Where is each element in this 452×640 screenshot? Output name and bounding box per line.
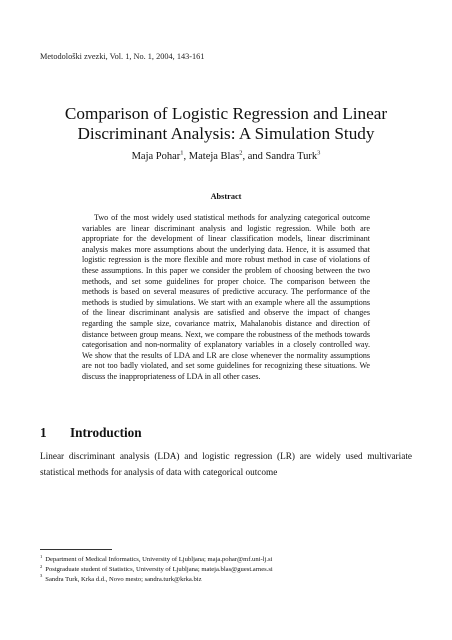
footnote-text: Sandra Turk, Krka d.d., Novo mesto; sandra.turk@krka.biz — [45, 575, 202, 583]
author-2-footnote-mark: 2 — [239, 149, 243, 157]
footnote — [40, 555, 420, 565]
section-heading — [40, 425, 142, 441]
footnote-mark: 1 — [40, 553, 43, 559]
body-paragraph: Linear discriminant analysis (LDA) and logistic regression (LR) are widely used multivariate statistical methods for analysis of data with categorical outcome — [40, 452, 412, 478]
author-1: Maja Pohar — [131, 151, 181, 162]
footnote — [40, 575, 420, 585]
author-separator: , and — [242, 151, 266, 162]
footnote-text: Department of Medical Informatics, University of Ljubljana; maja.pohar@mf.uni-lj.si — [45, 556, 273, 563]
title-line-2: Discriminant Analysis: A Simulation Study — [77, 124, 375, 143]
abstract-heading: Abstract — [210, 192, 242, 201]
section-number: 1 — [40, 425, 47, 440]
abstract-text: Two of the most widely used statistical methods for analyzing categorical outcome variables are linear discriminant analysis and logistic regression. While both are appropriate for the development of linear classification models, linear discriminant analysis makes more assumptions about the underlying data. Hence, it is assumed that logistic regression is the more flexible and more robust method in case of violations of these assumptions. In this paper we consider the problem of choosing between the two methods, and set some guidelines for proper choice. The comparison between the methods is based on several measures of predictive accuracy. The performance of the methods is studied by simulations. We start with an example where all the assumptions of the linear discriminant analysis are satisfied and observe the impact of changes regarding the sample size, covariance matrix, Mahalanobis distance and direction of distance between group means. Next, we compare the robustness of the methods towards categorisation and non-normality of explanatory variables in a closely controlled way. We show that the results of LDA and LR are close whenever the normality assumptions are not too badly violated, and set some guidelines for recognizing these situations. We discuss the inappropriateness of LDA in all other cases. — [82, 213, 370, 381]
author-2: Mateja Blas — [188, 151, 240, 162]
author-list — [30, 151, 422, 162]
footnotes — [40, 555, 420, 584]
journal-header: Metodološki zvezki, Vol. 1, No. 1, 2004, 143-161 — [40, 52, 205, 61]
paper-title — [30, 104, 422, 144]
footnote-divider — [40, 549, 112, 550]
title-line-1: Comparison of Logistic Regression and Linear — [64, 104, 388, 123]
author-3: Sandra Turk — [265, 151, 318, 162]
footnote-mark: 3 — [40, 573, 43, 579]
footnote-mark: 2 — [40, 563, 43, 569]
footnote-text: Postgraduate student of Statistics, University of Ljubljana; mateja.blas@guest.arnes.si — [45, 565, 273, 573]
author-separator: , — [183, 151, 189, 162]
author-3-footnote-mark: 3 — [317, 149, 321, 157]
author-1-footnote-mark: 1 — [180, 149, 184, 157]
footnote — [40, 565, 420, 575]
section-title: Introduction — [70, 425, 142, 440]
